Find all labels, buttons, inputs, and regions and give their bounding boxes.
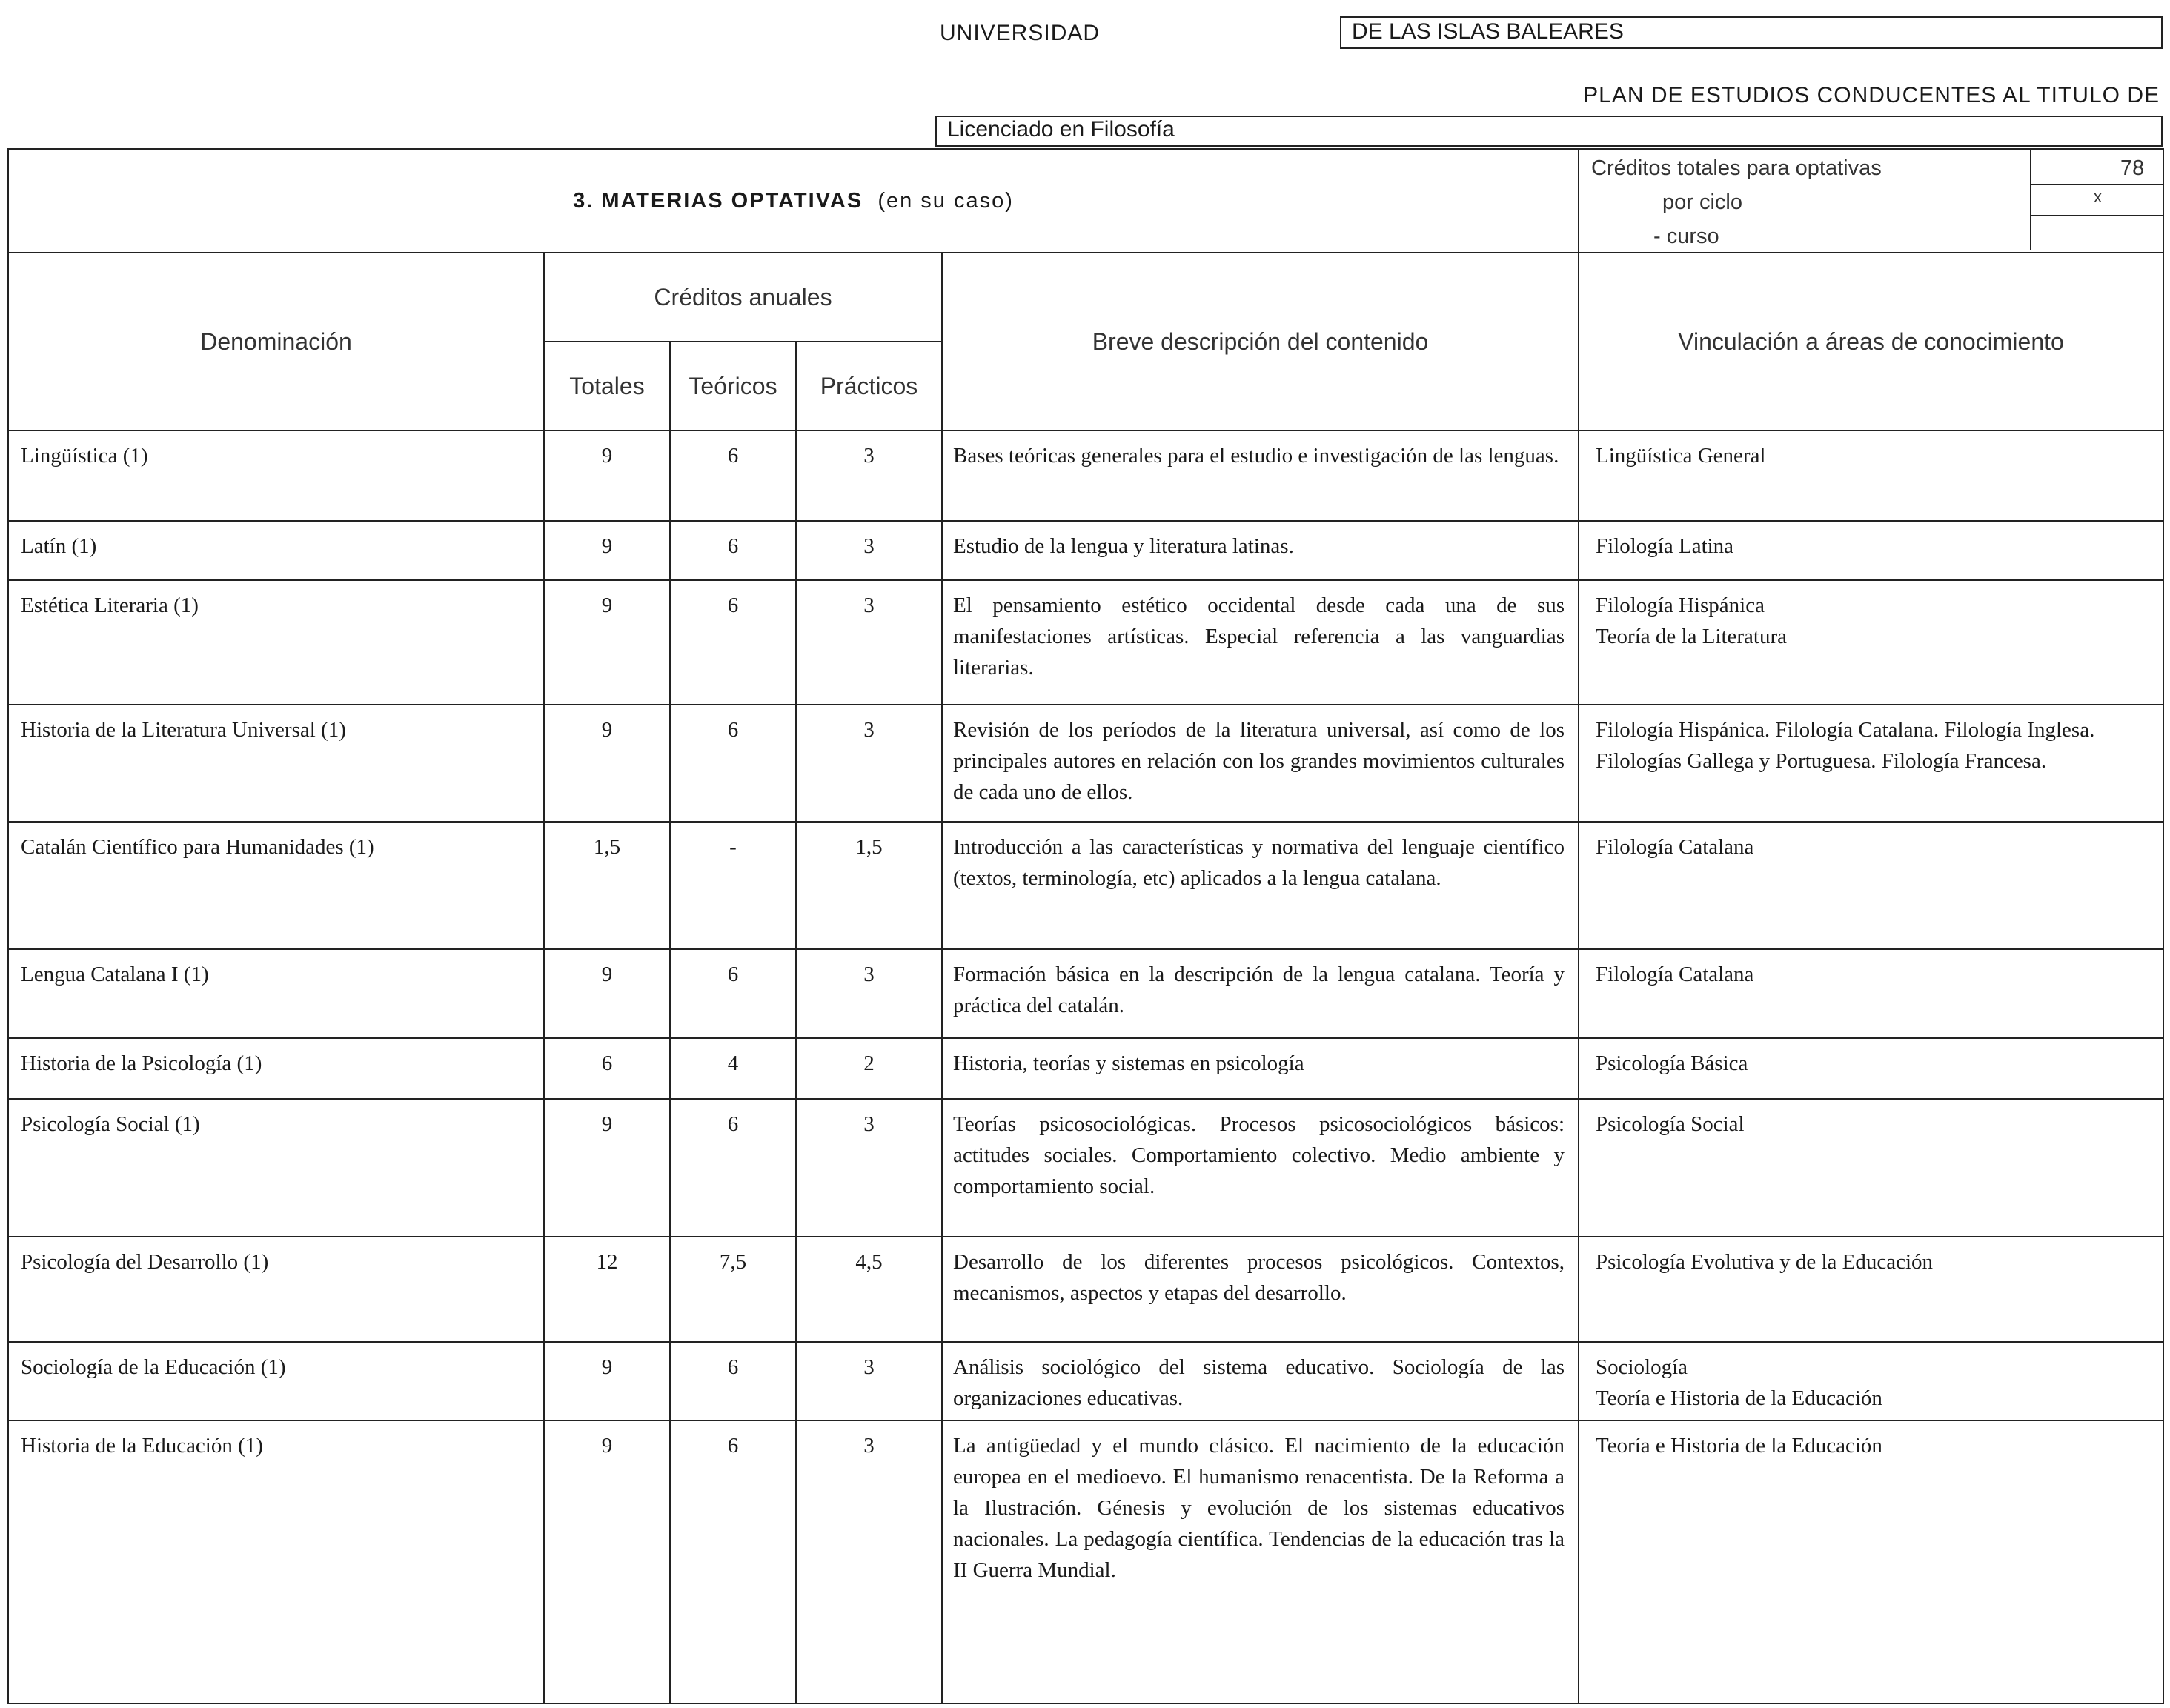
col-descripcion: Breve descripción del contenido: [942, 253, 1579, 431]
subject-description: Revisión de los períodos de la literatura universal, así como de los principales autores en relación con los grandes movimientos culturales de cada uno de ellos.: [942, 705, 1579, 822]
credits-practice: 1,5: [796, 822, 942, 949]
credits-theory: 6: [670, 949, 796, 1038]
knowledge-areas: Psicología Básica: [1579, 1038, 2163, 1099]
table-row: [8, 949, 2163, 1038]
subject-description: Introducción a las características y normativa del lenguaje científico (textos, terminología, etc) aplicados a la lengua catalana.: [942, 822, 1579, 949]
credits-theory: 7,5: [670, 1237, 796, 1342]
plan-label: PLAN DE ESTUDIOS CONDUCENTES AL TITULO DE: [1583, 83, 2160, 107]
credits-theory: 6: [670, 1099, 796, 1237]
subject-name: Catalán Científico para Humanidades (1): [8, 822, 544, 949]
subject-description: Historia, teorías y sistemas en psicología: [942, 1038, 1579, 1099]
col-denominacion: Denominación: [8, 253, 544, 431]
credits-practice: 2: [796, 1038, 942, 1099]
credits-total: 6: [544, 1038, 670, 1099]
credits-practice: 3: [796, 705, 942, 822]
knowledge-areas: Filología Catalana: [1579, 949, 2163, 1038]
optional-subjects-table: [7, 148, 2164, 1704]
university-label: UNIVERSIDAD: [940, 21, 1101, 45]
credits-total: 9: [544, 949, 670, 1038]
knowledge-areas: Psicología Evolutiva y de la Educación: [1579, 1237, 2163, 1342]
column-header-row: [8, 253, 2163, 342]
totals-value: 78: [2120, 156, 2145, 180]
subject-description: El pensamiento estético occidental desde cada una de sus manifestaciones artísticas. Especial referencia a las vanguardias literarias.: [942, 580, 1579, 705]
knowledge-areas: Psicología Social: [1579, 1099, 2163, 1237]
credits-theory: 6: [670, 431, 796, 521]
subject-name: Psicología del Desarrollo (1): [8, 1237, 544, 1342]
table-row: [8, 580, 2163, 705]
table-row: [8, 1038, 2163, 1099]
knowledge-areas: Filología Hispánica. Filología Catalana. Filología Inglesa. Filologías Gallega y Portuguesa. Filología Francesa.: [1579, 705, 2163, 822]
credits-total: 9: [544, 1342, 670, 1420]
col-vinculacion: Vinculación a áreas de conocimiento: [1579, 253, 2163, 431]
credits-practice: 3: [796, 431, 942, 521]
credits-theory: 6: [670, 580, 796, 705]
table-row: [8, 431, 2163, 521]
subject-name: Lingüística (1): [8, 431, 544, 521]
table-row: [8, 1420, 2163, 1704]
credits-total: 9: [544, 705, 670, 822]
subject-description: Bases teóricas generales para el estudio e investigación de las lenguas.: [942, 431, 1579, 521]
knowledge-areas: Sociología Teoría e Historia de la Educación: [1579, 1342, 2163, 1420]
credits-theory: 6: [670, 1420, 796, 1704]
university-name-box: DE LAS ISLAS BALEARES: [1340, 16, 2163, 49]
section-title-row: [8, 149, 2163, 253]
table-row: [8, 705, 2163, 822]
credits-practice: 3: [796, 580, 942, 705]
knowledge-areas: Filología Catalana: [1579, 822, 2163, 949]
knowledge-areas: Filología Latina: [1579, 521, 2163, 580]
knowledge-areas: Lingüística General: [1579, 431, 2163, 521]
totals-cell: [1579, 149, 2163, 253]
subject-name: Historia de la Literatura Universal (1): [8, 705, 544, 822]
knowledge-areas: Filología Hispánica Teoría de la Literatura: [1579, 580, 2163, 705]
col-teoricos: Teóricos: [670, 342, 796, 431]
credits-practice: 3: [796, 1099, 942, 1237]
totals-label: Créditos totales para optativas: [1591, 156, 1882, 180]
credits-theory: -: [670, 822, 796, 949]
credits-total: 9: [544, 580, 670, 705]
credits-total: 1,5: [544, 822, 670, 949]
subject-description: Análisis sociológico del sistema educativo. Sociología de las organizaciones educativas.: [942, 1342, 1579, 1420]
subject-description: Teorías psicosociológicas. Procesos psicosociológicos básicos: actitudes sociales. Comportamiento colectivo. Medio ambiente y comportamiento social.: [942, 1099, 1579, 1237]
subject-name: Lengua Catalana I (1): [8, 949, 544, 1038]
knowledge-areas: Teoría e Historia de la Educación: [1579, 1420, 2163, 1704]
credits-theory: 6: [670, 1342, 796, 1420]
table-row: [8, 1237, 2163, 1342]
ciclo-mark: x: [2094, 187, 2102, 206]
subject-name: Historia de la Educación (1): [8, 1420, 544, 1704]
subject-name: Estética Literaria (1): [8, 580, 544, 705]
per-curso-label: - curso: [1653, 225, 1719, 248]
credits-practice: 3: [796, 949, 942, 1038]
subject-description: Formación básica en la descripción de la lengua catalana. Teoría y práctica del catalán.: [942, 949, 1579, 1038]
section-title: 3. MATERIAS OPTATIVAS (en su caso): [8, 149, 1579, 253]
table-row: [8, 521, 2163, 580]
credits-practice: 4,5: [796, 1237, 942, 1342]
credits-total: 12: [544, 1237, 670, 1342]
credits-total: 9: [544, 431, 670, 521]
per-ciclo-label: por ciclo: [1662, 190, 1742, 214]
table-row: [8, 1099, 2163, 1237]
subject-description: La antigüedad y el mundo clásico. El nacimiento de la educación europea en el medioevo. El humanismo renacentista. De la Reforma a la Ilustración. Génesis y evolución de los sistemas educativos nacionales. La pedagogía científica. Tendencias de la educación tras la II Guerra Mundial.: [942, 1420, 1579, 1704]
subject-name: Latín (1): [8, 521, 544, 580]
credits-total: 9: [544, 1420, 670, 1704]
credits-practice: 3: [796, 1420, 942, 1704]
col-practicos: Prácticos: [796, 342, 942, 431]
subject-name: Historia de la Psicología (1): [8, 1038, 544, 1099]
subject-name: Psicología Social (1): [8, 1099, 544, 1237]
degree-box: Licenciado en Filosofía: [935, 116, 2163, 147]
subject-description: Desarrollo de los diferentes procesos psicológicos. Contextos, mecanismos, aspectos y etapas del desarrollo.: [942, 1237, 1579, 1342]
table-row: [8, 1342, 2163, 1420]
credits-theory: 6: [670, 521, 796, 580]
credits-practice: 3: [796, 521, 942, 580]
table-row: [8, 822, 2163, 949]
credits-practice: 3: [796, 1342, 942, 1420]
col-totales: Totales: [544, 342, 670, 431]
subject-description: Estudio de la lengua y literatura latinas.: [942, 521, 1579, 580]
credits-total: 9: [544, 521, 670, 580]
credits-total: 9: [544, 1099, 670, 1237]
credits-theory: 4: [670, 1038, 796, 1099]
credits-theory: 6: [670, 705, 796, 822]
subject-name: Sociología de la Educación (1): [8, 1342, 544, 1420]
col-creditos-anuales: Créditos anuales: [544, 253, 942, 342]
